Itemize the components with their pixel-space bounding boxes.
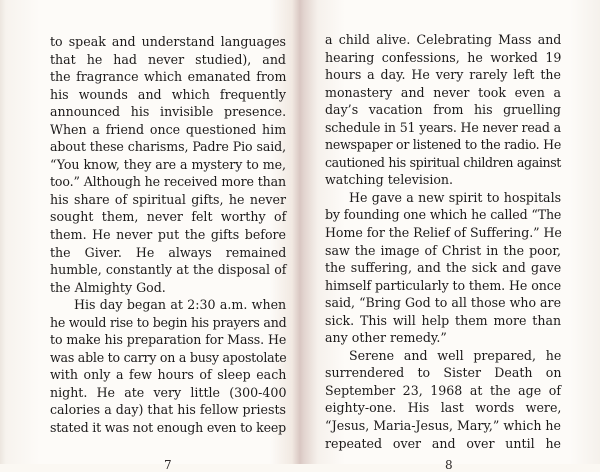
text-line: a child alive. Celebrating Mass and bbox=[325, 32, 562, 47]
text-line: the suffering, and the sick and gave bbox=[325, 260, 562, 276]
text-line: with only a few hours of sleep each bbox=[50, 367, 287, 383]
text-line: sought them, never felt worthy of bbox=[50, 209, 287, 225]
text-line: he would rise to begin his prayers and bbox=[50, 314, 287, 330]
text-line: surrendered to Sister Death on bbox=[325, 365, 562, 381]
text-line: sick. This will help them more than bbox=[325, 312, 562, 328]
left-page-body bbox=[50, 33, 286, 437]
text-line: hearing confessions, he worked 19 bbox=[325, 49, 562, 65]
text-line: was able to carry on a busy apostolate bbox=[50, 349, 287, 365]
text-line: day’s vacation from his gruelling bbox=[325, 102, 561, 118]
text-line: humble, constantly at the disposal of bbox=[50, 262, 287, 278]
text-line: “Jesus, Maria-Jesus, Mary,” which he bbox=[325, 418, 561, 434]
text-line: saw the image of Christ in the poor, bbox=[325, 242, 561, 258]
left-page-number: 7 bbox=[164, 458, 172, 472]
text-line: Home for the Relief of Suffering.” He bbox=[325, 225, 562, 241]
text-line: said, “Bring God to all those who are bbox=[325, 295, 562, 311]
right-page-body bbox=[325, 31, 561, 452]
text-line: repeated over and over until he bbox=[325, 435, 562, 451]
text-line: himself particularly to them. He once bbox=[325, 277, 562, 293]
text-line: announced his invisible presence. bbox=[50, 104, 287, 120]
text-line: by founding one which he called “The bbox=[325, 207, 562, 223]
text-line: newspaper or listened to the radio. He bbox=[325, 137, 561, 153]
text-line: too.” Although he received more than bbox=[50, 174, 286, 190]
text-line: night. He ate very little (300-400 bbox=[50, 384, 287, 400]
text-line: the Giver. He always remained bbox=[50, 244, 287, 260]
text-line: the fragrance which emanated from bbox=[50, 69, 287, 85]
text-line: to speak and understand languages bbox=[50, 34, 286, 49]
text-line: that he had never studied), and bbox=[50, 51, 286, 67]
text-line: eighty-one. His last words were, bbox=[325, 400, 562, 416]
text-line: his wounds and which frequently bbox=[50, 86, 286, 102]
text-line: monastery and never took even a bbox=[325, 84, 561, 100]
text-line: hours a day. He very rarely left the bbox=[325, 67, 561, 83]
text-line: stated it was not enough even to keep bbox=[50, 420, 287, 436]
right-page-number: 8 bbox=[445, 458, 453, 472]
text-line: Serene and well prepared, he bbox=[349, 347, 562, 363]
text-line: calories a day) that his fellow priests bbox=[50, 402, 286, 418]
text-line: “You know, they are a mystery to me, bbox=[50, 156, 286, 172]
text-line: He gave a new spirit to hospitals bbox=[349, 189, 562, 205]
text-line: September 23, 1968 at the age of bbox=[325, 382, 561, 398]
text-line: His day began at 2:30 a.m. when bbox=[74, 297, 287, 313]
text-line: schedule in 51 years. He never read a bbox=[325, 119, 561, 135]
text-line: watching television. bbox=[325, 172, 454, 188]
text-line: When a friend once questioned him bbox=[50, 121, 287, 137]
text-line: his share of spiritual gifts, he never bbox=[50, 191, 286, 207]
text-line: to make his preparation for Mass. He bbox=[50, 332, 287, 348]
text-line: them. He never put the gifts before bbox=[50, 227, 286, 243]
text-line: any other remedy.” bbox=[325, 330, 447, 346]
text-line: about these charisms, Padre Pio said, bbox=[50, 139, 286, 155]
text-line: the Almighty God. bbox=[50, 279, 166, 295]
text-line: cautioned his spiritual children against bbox=[325, 154, 561, 170]
right-page bbox=[300, 0, 600, 472]
